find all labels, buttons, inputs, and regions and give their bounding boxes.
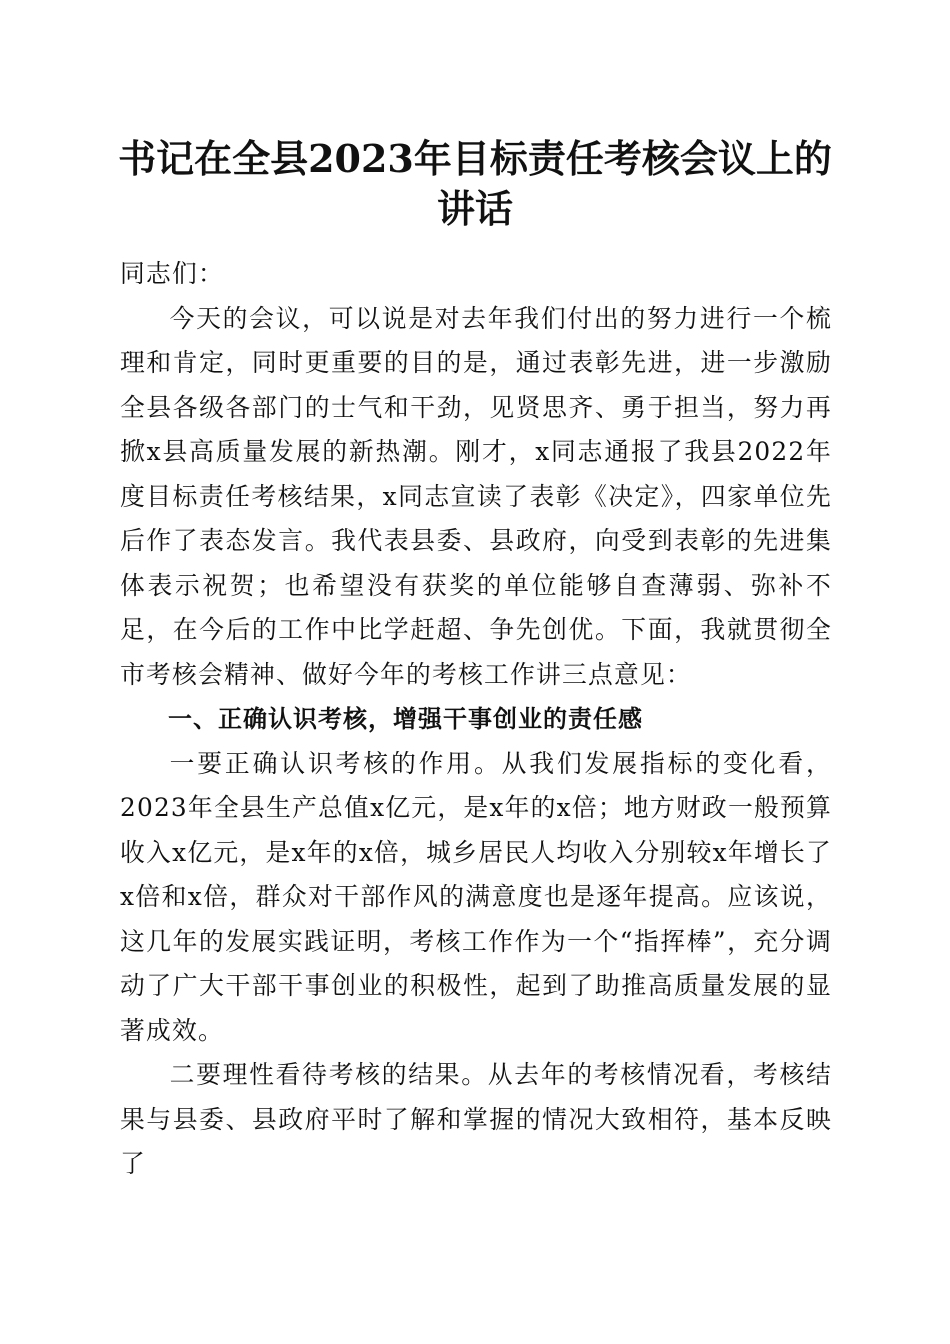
salutation: 同志们： — [120, 259, 224, 288]
paragraph-opening: 今天的会议，可以说是对去年我们付出的努力进行一个梳理和肯定，同时更重要的目的是，通过表彰先进，进一步激励全县各级各部门的士气和干劲，见贤思齐、勇于担当，努力再掀x县高质量发展的新热潮。刚才，x同志通报了我县2022年度目标责任考核结果，x同志宣读了表彰《决定》，四家单位先后作了表态发言。我代表县委、县政府，向受到表彰的先进集体表示祝贺；也希望没有获奖的单位能够自查薄弱、弥补不足，在今后的工作中比学赶超、争先创优。下面，我就贯彻全市考核会精神、做好今年的考核工作讲三点意见： — [120, 303, 832, 689]
section-heading-1: 一、正确认识考核，增强干事创业的责任感 — [168, 705, 643, 733]
document-body — [120, 252, 832, 1187]
paragraph-role-of-assessment: 一要正确认识考核的作用。从我们发展指标的变化看，2023年全县生产总值x亿元，是x年的x倍；地方财政一般预算收入x亿元，是x年的x倍，城乡居民人均收入分别较x年增长了x倍和x倍，群众对干部作风的满意度也是逐年提高。应该说，这几年的发展实践证明，考核工作作为一个“指挥棒”，充分调动了广大干部干事创业的积极性，起到了助推高质量发展的显著成效。 — [120, 748, 832, 1045]
document-title: 书记在全县2023年目标责任考核会议上的讲话 — [118, 136, 832, 231]
paragraph-assessment-results: 二要理性看待考核的结果。从去年的考核情况看，考核结果与县委、县政府平时了解和掌握的情况大致相符，基本反映了 — [120, 1060, 832, 1178]
